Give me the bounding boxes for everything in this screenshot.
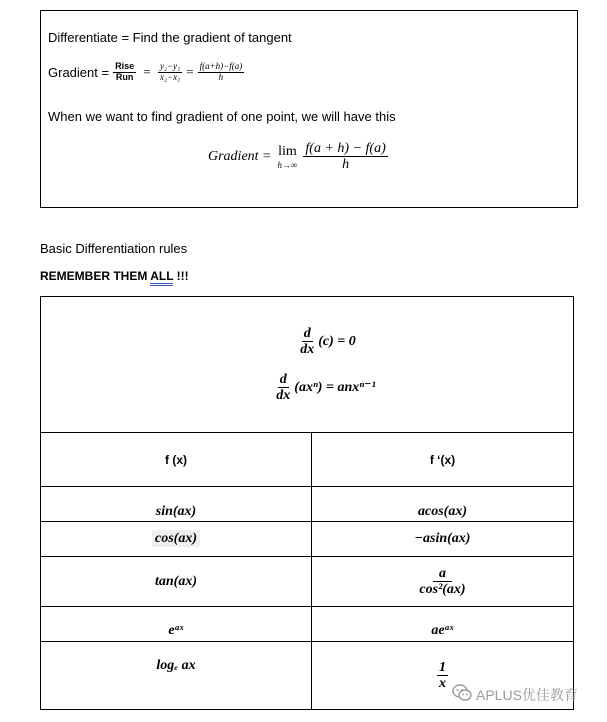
slope-denominator: x₂−x₁ [159, 71, 181, 82]
constant-power-rules-cell [41, 297, 574, 433]
header-fx: f (x) [41, 433, 312, 487]
limit-denominator: h [342, 157, 350, 173]
difference-numerator: f(a+h)−f(a) [199, 61, 243, 71]
fraction-denominator: cos²(ax) [419, 582, 466, 597]
limit-formula [208, 141, 388, 173]
slope-numerator: y₂−y₁ [159, 61, 181, 71]
fpx-cell: acos(ax) [312, 487, 574, 522]
limit-fraction [303, 141, 387, 173]
watermark [452, 684, 578, 705]
rise-text: Rise [115, 61, 135, 71]
formula-label: Gradient = [208, 148, 272, 164]
section-title: Basic Differentiation rules [40, 241, 188, 256]
fx-cell: eᵃˣ [41, 607, 312, 642]
fx-cell [41, 522, 312, 557]
fraction-numerator: 1 [439, 659, 446, 675]
limit-operator [278, 144, 298, 170]
fpx-cell: −asin(ax) [312, 522, 574, 557]
fpx-cell: aeᵃˣ [312, 607, 574, 642]
run-text: Run [115, 71, 134, 82]
fpx-cell [312, 557, 574, 607]
d-numerator: d [279, 371, 287, 387]
dx-denominator: dx [300, 342, 315, 358]
constant-rule [81, 326, 573, 358]
gradient-label: Gradient = [48, 64, 110, 80]
dx-denominator: dx [276, 387, 291, 403]
table-row [41, 607, 574, 642]
table-row [41, 557, 574, 607]
fraction-denominator: x [439, 676, 446, 691]
remember-all: ALL [150, 269, 173, 286]
table-row [41, 297, 574, 433]
lim-word: lim [278, 143, 297, 159]
header-fpx: f ‘(x) [312, 433, 574, 487]
slope-fraction [158, 62, 182, 83]
rise-run-fraction [113, 62, 136, 83]
table-row [41, 487, 574, 522]
gradient-definition: Gradient = $\frac{\text{Rise}}{\text{Run}}$ = $\frac{\text{y₂−y₁}}{\text{x₂−x₁}}$ = $\frac{f(a+h)-f(a)}{h}$ [48, 61, 243, 82]
difference-denominator: h [218, 71, 224, 82]
limit-numerator: f(a + h) − f(a) [305, 141, 386, 156]
rules-table [40, 296, 574, 710]
watermark-text: APLUS优佳教育 [476, 686, 578, 703]
definition-line: Differentiate = Find the gradient of tangent [48, 30, 292, 45]
table-row [41, 522, 574, 557]
wechat-icon [452, 684, 472, 705]
fraction-numerator: a [433, 566, 452, 582]
fx-cell: sin(ax) [41, 487, 312, 522]
remember-suffix: !!! [173, 269, 189, 283]
power-rule-body: (axⁿ) = anxⁿ⁻¹ [294, 379, 376, 395]
table-header-row [41, 433, 574, 487]
fx-cell: tan(ax) [41, 557, 312, 607]
remember-note [40, 269, 189, 283]
constant-rule-body: (c) = 0 [318, 333, 356, 349]
one-point-line: When we want to find gradient of one point, we will have this [48, 109, 396, 124]
highlighted-expression: cos(ax) [152, 530, 200, 547]
fx-cell: logₑ ax [41, 642, 312, 710]
remember-prefix: REMEMBER THEM [40, 269, 151, 283]
power-rule [77, 372, 573, 404]
d-numerator: d [303, 325, 311, 341]
lim-subscript: h→∞ [277, 159, 298, 170]
difference-quotient [198, 62, 245, 83]
